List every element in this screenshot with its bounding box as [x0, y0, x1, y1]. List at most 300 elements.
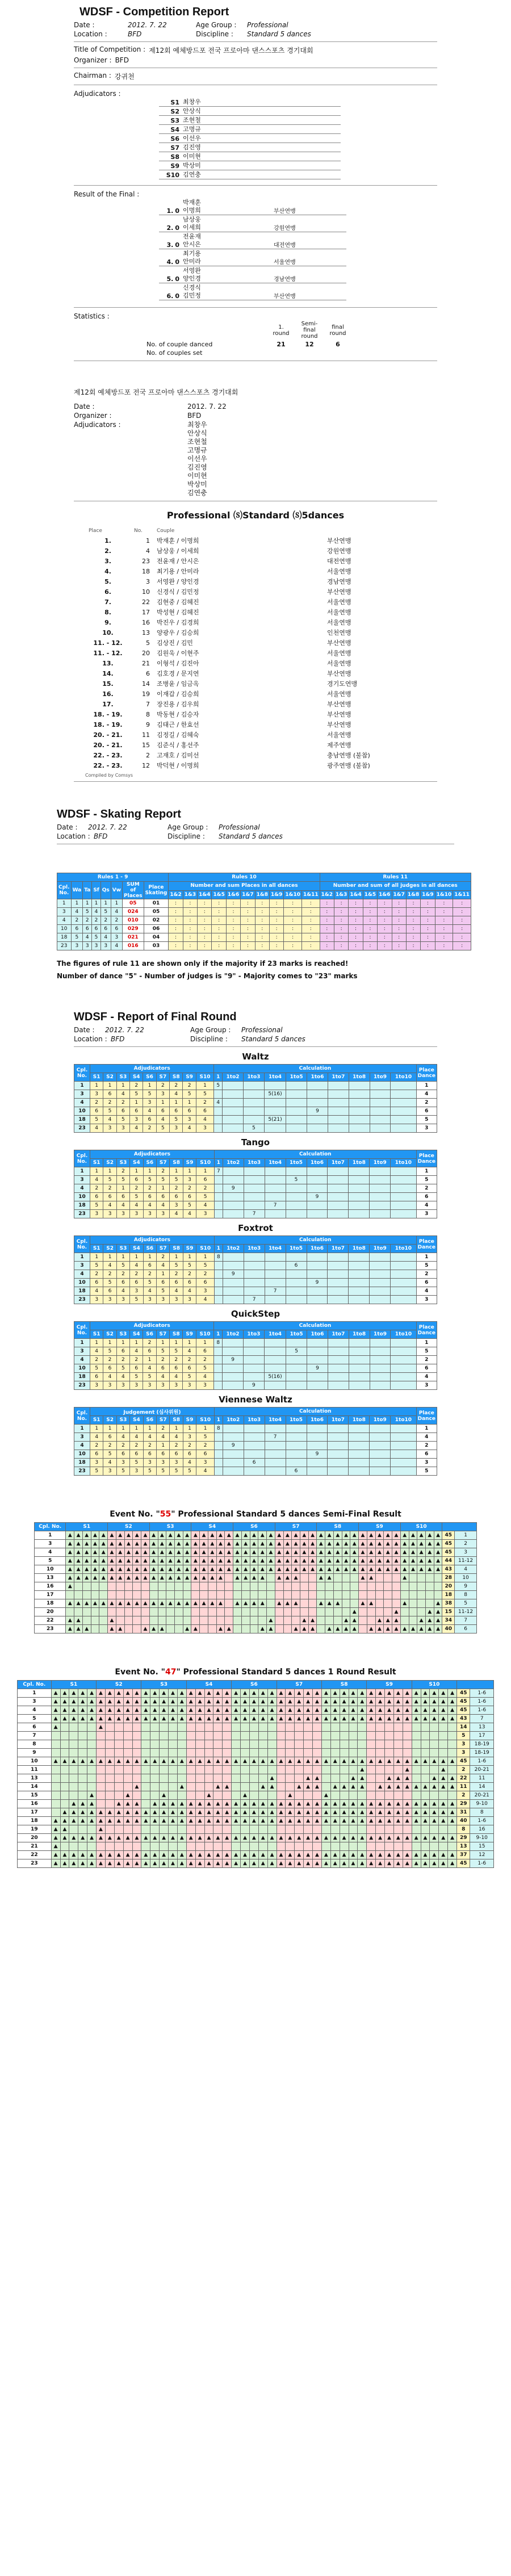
- grid-mark: ▲: [169, 1859, 178, 1868]
- judge-mark: 6: [143, 1262, 156, 1270]
- grid-couple-no: 20: [35, 1608, 66, 1616]
- grid-mark: [177, 1740, 186, 1749]
- grid-mark: [195, 1825, 204, 1834]
- judge-mark: 4: [130, 1433, 143, 1442]
- grid-mark: ▲: [150, 1851, 160, 1859]
- grid-mark: ▲: [105, 1808, 114, 1817]
- judge-mark: 1: [143, 1356, 156, 1364]
- grid-mark: ▲: [78, 1689, 87, 1698]
- dance-row: [74, 1184, 437, 1193]
- judge-mark: 3: [130, 1210, 143, 1218]
- calc-value: [349, 1082, 370, 1090]
- judge-mark: 1: [103, 1339, 116, 1347]
- calc-value: [286, 1184, 307, 1193]
- calc-col: 1to3: [243, 1330, 264, 1339]
- grid-mark: ▲: [304, 1808, 313, 1817]
- grid-mark: ▲: [132, 1817, 141, 1825]
- grid-mark: ▲: [141, 1574, 150, 1582]
- calc-value: [349, 1425, 370, 1433]
- grid-mark: [275, 1608, 283, 1616]
- calc-value: [307, 1124, 328, 1133]
- grid-mark: ▲: [292, 1599, 300, 1608]
- grid-mark: ▲: [82, 1565, 91, 1574]
- grid-mark: [213, 1749, 223, 1757]
- adjudicator-name: 박상미: [183, 162, 201, 169]
- judge-col: S8: [170, 1416, 183, 1425]
- grid-mark: [200, 1616, 208, 1625]
- grid-mark: [225, 1599, 233, 1608]
- grid-mark: ▲: [105, 1817, 114, 1825]
- calc-col: 1: [214, 1159, 223, 1167]
- calc-value: [223, 1467, 244, 1476]
- couple-no: 18: [74, 1116, 90, 1124]
- calc-value: [349, 1459, 370, 1467]
- judge-mark: 5: [116, 1116, 129, 1124]
- finalist-place: [159, 241, 179, 249]
- judge-mark: 2: [130, 1082, 143, 1090]
- grid-mark: ▲: [295, 1834, 304, 1842]
- grid-mark: ▲: [169, 1706, 178, 1715]
- result-place: 11. - 12.: [93, 649, 123, 657]
- judge-mark: 1: [103, 1082, 116, 1090]
- rule10-cell: :: [169, 899, 183, 908]
- rule10-cell: :: [255, 916, 269, 925]
- dance-place: 5: [416, 1467, 437, 1476]
- calc-value: 9: [243, 1381, 264, 1390]
- grid-mark: [169, 1842, 178, 1851]
- finalist-club: 서울연맹: [274, 259, 296, 266]
- results-row: [85, 576, 374, 587]
- grid-mark: ▲: [417, 1625, 426, 1633]
- grid-mark: ▲: [385, 1834, 394, 1842]
- grid-place: 7: [455, 1616, 477, 1625]
- grid-mark: ▲: [249, 1757, 258, 1766]
- grid-mark: [241, 1591, 250, 1599]
- judge-mark: 2: [157, 1253, 170, 1262]
- dance-row: [74, 1176, 437, 1184]
- grid-mark: ▲: [225, 1531, 233, 1540]
- grid-mark: [385, 1766, 394, 1774]
- rule10-cell: :: [198, 916, 212, 925]
- grid-mark: [350, 1574, 359, 1582]
- grid-judge-header: S10: [400, 1523, 442, 1531]
- grid-mark: ▲: [277, 1706, 286, 1715]
- skating-dance-place: 4: [71, 908, 83, 916]
- grid-mark: ▲: [208, 1548, 216, 1557]
- calc-value: [328, 1176, 349, 1184]
- finalist-lady: 안미라: [183, 258, 201, 265]
- rule11-cell: :: [378, 908, 392, 916]
- grid-place: 14: [470, 1783, 494, 1791]
- calc-value: [370, 1253, 391, 1262]
- couple-no: 3: [74, 1347, 90, 1356]
- judge-mark: 2: [183, 1442, 196, 1450]
- grid-mark: ▲: [275, 1565, 283, 1574]
- grid-mark: ▲: [141, 1715, 150, 1723]
- grid-mark: [150, 1766, 160, 1774]
- dance-place: 5: [416, 1176, 437, 1184]
- grid-mark: [105, 1842, 114, 1851]
- dance-row: [74, 1279, 437, 1287]
- grid-mark: ▲: [330, 1817, 340, 1825]
- grid-mark: ▲: [216, 1557, 225, 1565]
- grid-mark: ▲: [349, 1698, 358, 1706]
- grid-mark: ▲: [412, 1808, 421, 1817]
- grid-mark: ▲: [132, 1800, 141, 1808]
- grid-mark: ▲: [321, 1859, 330, 1868]
- grid-mark: ▲: [304, 1800, 313, 1808]
- grid-mark: [150, 1791, 160, 1800]
- calc-value: [307, 1339, 328, 1347]
- grid-mark: ▲: [132, 1808, 141, 1817]
- grid-mark: [448, 1723, 457, 1732]
- grid-mark: [123, 1774, 132, 1783]
- grid-mark: ▲: [358, 1689, 367, 1698]
- dance-row: [74, 1450, 437, 1459]
- judge-mark: 1: [196, 1339, 214, 1347]
- skating-place-col: 1&9: [269, 890, 283, 899]
- grid-header: [18, 1681, 494, 1689]
- result-couple: 최기용 / 안미라: [157, 568, 199, 575]
- rule10-cell: :: [284, 933, 302, 942]
- stat-label: No. of couples set: [146, 349, 203, 357]
- calc-value: [370, 1450, 391, 1459]
- grid-mark: ▲: [60, 1808, 69, 1817]
- skating-dance-place: 6: [100, 925, 111, 933]
- grid-mark: ▲: [177, 1715, 186, 1723]
- rule11-cell: :: [320, 942, 334, 950]
- grid-mark: [384, 1582, 392, 1591]
- skating-sum: 010: [123, 916, 144, 925]
- grid-mark: ▲: [313, 1698, 322, 1706]
- grid-couple-no: 4: [35, 1548, 66, 1557]
- grid-judge-header: S1: [51, 1681, 96, 1689]
- grid-mark: [295, 1774, 304, 1783]
- calc-value: 8: [214, 1339, 223, 1347]
- grid-mark: ▲: [258, 1698, 267, 1706]
- calc-value: [244, 1262, 265, 1270]
- grid-mark: [340, 1842, 349, 1851]
- grid-mark: ▲: [295, 1757, 304, 1766]
- grid-mark: ▲: [349, 1774, 358, 1783]
- grid-mark: ▲: [403, 1859, 412, 1868]
- judge-mark: 1: [196, 1082, 214, 1090]
- grid-mark: ▲: [275, 1531, 283, 1540]
- grid-mark: [78, 1749, 87, 1757]
- dance-header-1: [74, 1150, 437, 1159]
- grid-mark: [367, 1732, 376, 1740]
- grid-mark: ▲: [283, 1557, 292, 1565]
- sk-discipline-label: Discipline :: [167, 832, 205, 840]
- grid-mark: ▲: [439, 1851, 448, 1859]
- grid-mark: ▲: [340, 1783, 349, 1791]
- grid-mark: ▲: [177, 1706, 186, 1715]
- skating-place-col: 1&5: [212, 890, 226, 899]
- judge-mark: 2: [157, 1425, 170, 1433]
- grid-mark: [208, 1625, 216, 1633]
- calc-value: [349, 1347, 370, 1356]
- grid-mark: ▲: [166, 1599, 175, 1608]
- grid-mark: [105, 1791, 114, 1800]
- calc-value: [307, 1356, 328, 1364]
- judge-mark: 4: [103, 1116, 116, 1124]
- grid-mark: ▲: [358, 1800, 367, 1808]
- grid-mark: ▲: [349, 1800, 358, 1808]
- grid-mark: ▲: [200, 1540, 208, 1548]
- grid-mark: ▲: [250, 1565, 258, 1574]
- grid-mark: [241, 1732, 250, 1740]
- grid-mark: [232, 1732, 241, 1740]
- adjudicator-name: 이미현: [183, 153, 201, 160]
- grid-mark: ▲: [430, 1706, 439, 1715]
- grid-mark: ▲: [69, 1757, 78, 1766]
- grid-mark: [223, 1766, 232, 1774]
- grid-mark: [208, 1582, 216, 1591]
- grid-mark: ▲: [150, 1706, 160, 1715]
- grid-mark: ▲: [286, 1851, 295, 1859]
- skating-dance-place: 4: [111, 908, 122, 916]
- grid-mark: [195, 1842, 204, 1851]
- judge-col: S9: [183, 1330, 196, 1339]
- finalist-club: 대전연맹: [274, 242, 296, 249]
- calc-value: [328, 1099, 349, 1107]
- judge-mark: 3: [196, 1124, 214, 1133]
- calc-value: [223, 1450, 244, 1459]
- grid-mark: [150, 1842, 160, 1851]
- grid-mark: ▲: [141, 1540, 150, 1548]
- rule11-cell: :: [453, 933, 471, 942]
- grid-mark: ▲: [430, 1757, 439, 1766]
- grid-mark: ▲: [359, 1548, 367, 1557]
- grid-mark: ▲: [195, 1689, 204, 1698]
- judge-mark: 6: [157, 1193, 170, 1201]
- adjudicator-name: 고명규: [183, 125, 201, 133]
- skating-col: Qs: [100, 882, 111, 899]
- judge-col: S2: [103, 1245, 116, 1253]
- skating-place: 05: [144, 908, 169, 916]
- calc-value: [328, 1116, 349, 1124]
- skating-row: [57, 925, 471, 933]
- grid-mark: ▲: [204, 1859, 213, 1868]
- grid-row: [18, 1723, 494, 1732]
- calc-value: [244, 1167, 265, 1176]
- result-no: 6: [146, 669, 150, 677]
- grid-mark: ▲: [208, 1531, 216, 1540]
- calc-value: [349, 1167, 370, 1176]
- grid-mark: ▲: [69, 1706, 78, 1715]
- grid-mark: ▲: [295, 1817, 304, 1825]
- finalist-lady: 이세희: [183, 224, 201, 231]
- judge-mark: 1: [183, 1425, 196, 1433]
- calc-value: [286, 1442, 307, 1450]
- grid-mark: [232, 1774, 241, 1783]
- grid-mark: [376, 1732, 385, 1740]
- grid-mark: ▲: [116, 1557, 124, 1565]
- grid-mark: ▲: [105, 1859, 114, 1868]
- judge-col: S3: [116, 1073, 129, 1082]
- calc-value: [214, 1467, 223, 1476]
- grid-mark: ▲: [412, 1851, 421, 1859]
- adj-header: Judgement (심사위원): [90, 1408, 215, 1416]
- grid-mark: [342, 1574, 350, 1582]
- calc-value: [328, 1450, 349, 1459]
- skating-place-col: 1&2: [169, 890, 183, 899]
- grid-mark: [150, 1732, 160, 1740]
- grid-mark: [412, 1842, 421, 1851]
- grid-couple-no: 10: [35, 1565, 66, 1574]
- grid-mark: [393, 1825, 403, 1834]
- result-label: Result of the Final :: [74, 190, 140, 198]
- calc-value: [214, 1279, 223, 1287]
- skating-dance-place: 3: [71, 942, 83, 950]
- judge-col: S6: [143, 1245, 156, 1253]
- grid-mark: ▲: [114, 1817, 123, 1825]
- first-table: [17, 1680, 494, 1868]
- grid-mark: ▲: [359, 1599, 367, 1608]
- grid-mark: ▲: [385, 1774, 394, 1783]
- grid-mark: [82, 1582, 91, 1591]
- rule10-cell: :: [269, 925, 283, 933]
- grid-mark: ▲: [241, 1531, 250, 1540]
- judge-col: S9: [183, 1073, 196, 1082]
- grid-mark: ▲: [241, 1706, 250, 1715]
- grid-mark: [275, 1616, 283, 1625]
- grid-mark: [267, 1723, 277, 1732]
- dance-title: Waltz: [242, 1052, 269, 1062]
- grid-mark: [267, 1582, 275, 1591]
- grid-mark: [241, 1774, 250, 1783]
- grid-mark: [321, 1783, 330, 1791]
- grid-mark: ▲: [169, 1851, 178, 1859]
- calc-value: [214, 1459, 223, 1467]
- calc-value: [223, 1082, 244, 1090]
- grid-mark: ▲: [321, 1817, 330, 1825]
- calc-value: [223, 1296, 244, 1304]
- rule10-cell: :: [183, 908, 197, 916]
- grid-mark: [325, 1616, 334, 1625]
- judge-mark: 1: [143, 1082, 156, 1090]
- grid-mark: ▲: [87, 1800, 97, 1808]
- judge-col: S7: [156, 1330, 169, 1339]
- grid-row: [18, 1791, 494, 1800]
- grid-mark: ▲: [51, 1859, 60, 1868]
- grid-mark: [204, 1783, 213, 1791]
- grid-mark: ▲: [78, 1808, 87, 1817]
- grid-place: 9: [455, 1582, 477, 1591]
- skating-place-col: 1&5: [363, 890, 377, 899]
- calc-col: 1to8: [349, 1073, 370, 1082]
- calc-col: 1to9: [370, 1330, 391, 1339]
- grid-mark: [87, 1740, 97, 1749]
- grid-mark: [304, 1791, 313, 1800]
- grid-mark: ▲: [258, 1808, 267, 1817]
- judge-mark: 1: [170, 1253, 183, 1262]
- grid-mark: ▲: [403, 1766, 412, 1774]
- grid-mark: ▲: [283, 1548, 292, 1557]
- grid-mark: [105, 1749, 114, 1757]
- grid-mark: [60, 1791, 69, 1800]
- grid-mark: [267, 1740, 277, 1749]
- adjudicator-row: [159, 161, 341, 170]
- judge-mark: 6: [170, 1279, 183, 1287]
- grid-row: [18, 1732, 494, 1740]
- grid-mark: [114, 1732, 123, 1740]
- grid-place: 2: [455, 1540, 477, 1548]
- dance-title: Viennese Waltz: [219, 1394, 292, 1405]
- dance-place: 4: [416, 1287, 437, 1296]
- judge-col: S1: [90, 1330, 103, 1339]
- grid-couple-no: 16: [18, 1800, 52, 1808]
- grid-total: 29: [457, 1800, 470, 1808]
- grid-mark: ▲: [169, 1834, 178, 1842]
- calc-col: 1to4: [265, 1245, 286, 1253]
- rule10-cell: :: [198, 908, 212, 916]
- judge-mark: 5: [143, 1090, 156, 1099]
- grid-mark: [430, 1791, 439, 1800]
- adjudicators-label: Adjudicators :: [74, 90, 121, 98]
- rule10-cell: :: [301, 925, 320, 933]
- judge-col: S10: [196, 1073, 214, 1082]
- calc-value: 5(21): [264, 1116, 286, 1124]
- grid-mark: [160, 1732, 169, 1740]
- grid-mark: ▲: [412, 1859, 421, 1868]
- grid-mark: ▲: [216, 1531, 225, 1540]
- grid-mark: ▲: [66, 1548, 74, 1557]
- calc-value: [391, 1373, 416, 1381]
- grid-mark: [216, 1582, 225, 1591]
- judge-mark: 1: [90, 1425, 103, 1433]
- judge-mark: 1: [90, 1167, 103, 1176]
- finalist-row: [159, 232, 346, 249]
- judge-col: S1: [90, 1245, 103, 1253]
- couple-no: 18: [74, 1201, 90, 1210]
- grid-row: [18, 1715, 494, 1723]
- judge-mark: 5: [130, 1193, 143, 1201]
- grid-mark: ▲: [123, 1817, 132, 1825]
- grid-mark: [426, 1599, 434, 1608]
- grid-mark: [409, 1608, 417, 1616]
- judge-mark: 3: [90, 1296, 103, 1304]
- grid-mark: [233, 1616, 242, 1625]
- result-no: 20: [142, 649, 150, 657]
- grid-total: 3: [457, 1740, 470, 1749]
- grid-mark: ▲: [267, 1808, 277, 1817]
- calc-col: 1to4: [265, 1159, 286, 1167]
- grid-couple-no: 21: [18, 1842, 52, 1851]
- calc-value: [349, 1339, 370, 1347]
- calc-value: [214, 1356, 223, 1364]
- grid-mark: [376, 1842, 385, 1851]
- grid-mark: ▲: [400, 1557, 409, 1565]
- grid-row: [18, 1706, 494, 1715]
- calc-value: 9: [223, 1184, 244, 1193]
- grid-mark: ▲: [321, 1791, 330, 1800]
- result-couple: 남상웅 / 이세희: [157, 547, 199, 555]
- grid-mark: [141, 1791, 150, 1800]
- grid-mark: [141, 1616, 150, 1625]
- grid-mark: [233, 1625, 242, 1633]
- grid-mark: [277, 1723, 286, 1732]
- grid-mark: ▲: [160, 1706, 169, 1715]
- skating-note-2: Number of dance "5" - Number of judges is "9" - Majority comes to "23" marks: [57, 972, 358, 980]
- grid-mark: ▲: [158, 1557, 166, 1565]
- grid-mark: [60, 1740, 69, 1749]
- calc-col: 1to8: [349, 1416, 370, 1425]
- grid-mark: ▲: [166, 1540, 175, 1548]
- grid-mark: ▲: [241, 1851, 250, 1859]
- grid-mark: ▲: [232, 1808, 241, 1817]
- grid-mark: [358, 1749, 367, 1757]
